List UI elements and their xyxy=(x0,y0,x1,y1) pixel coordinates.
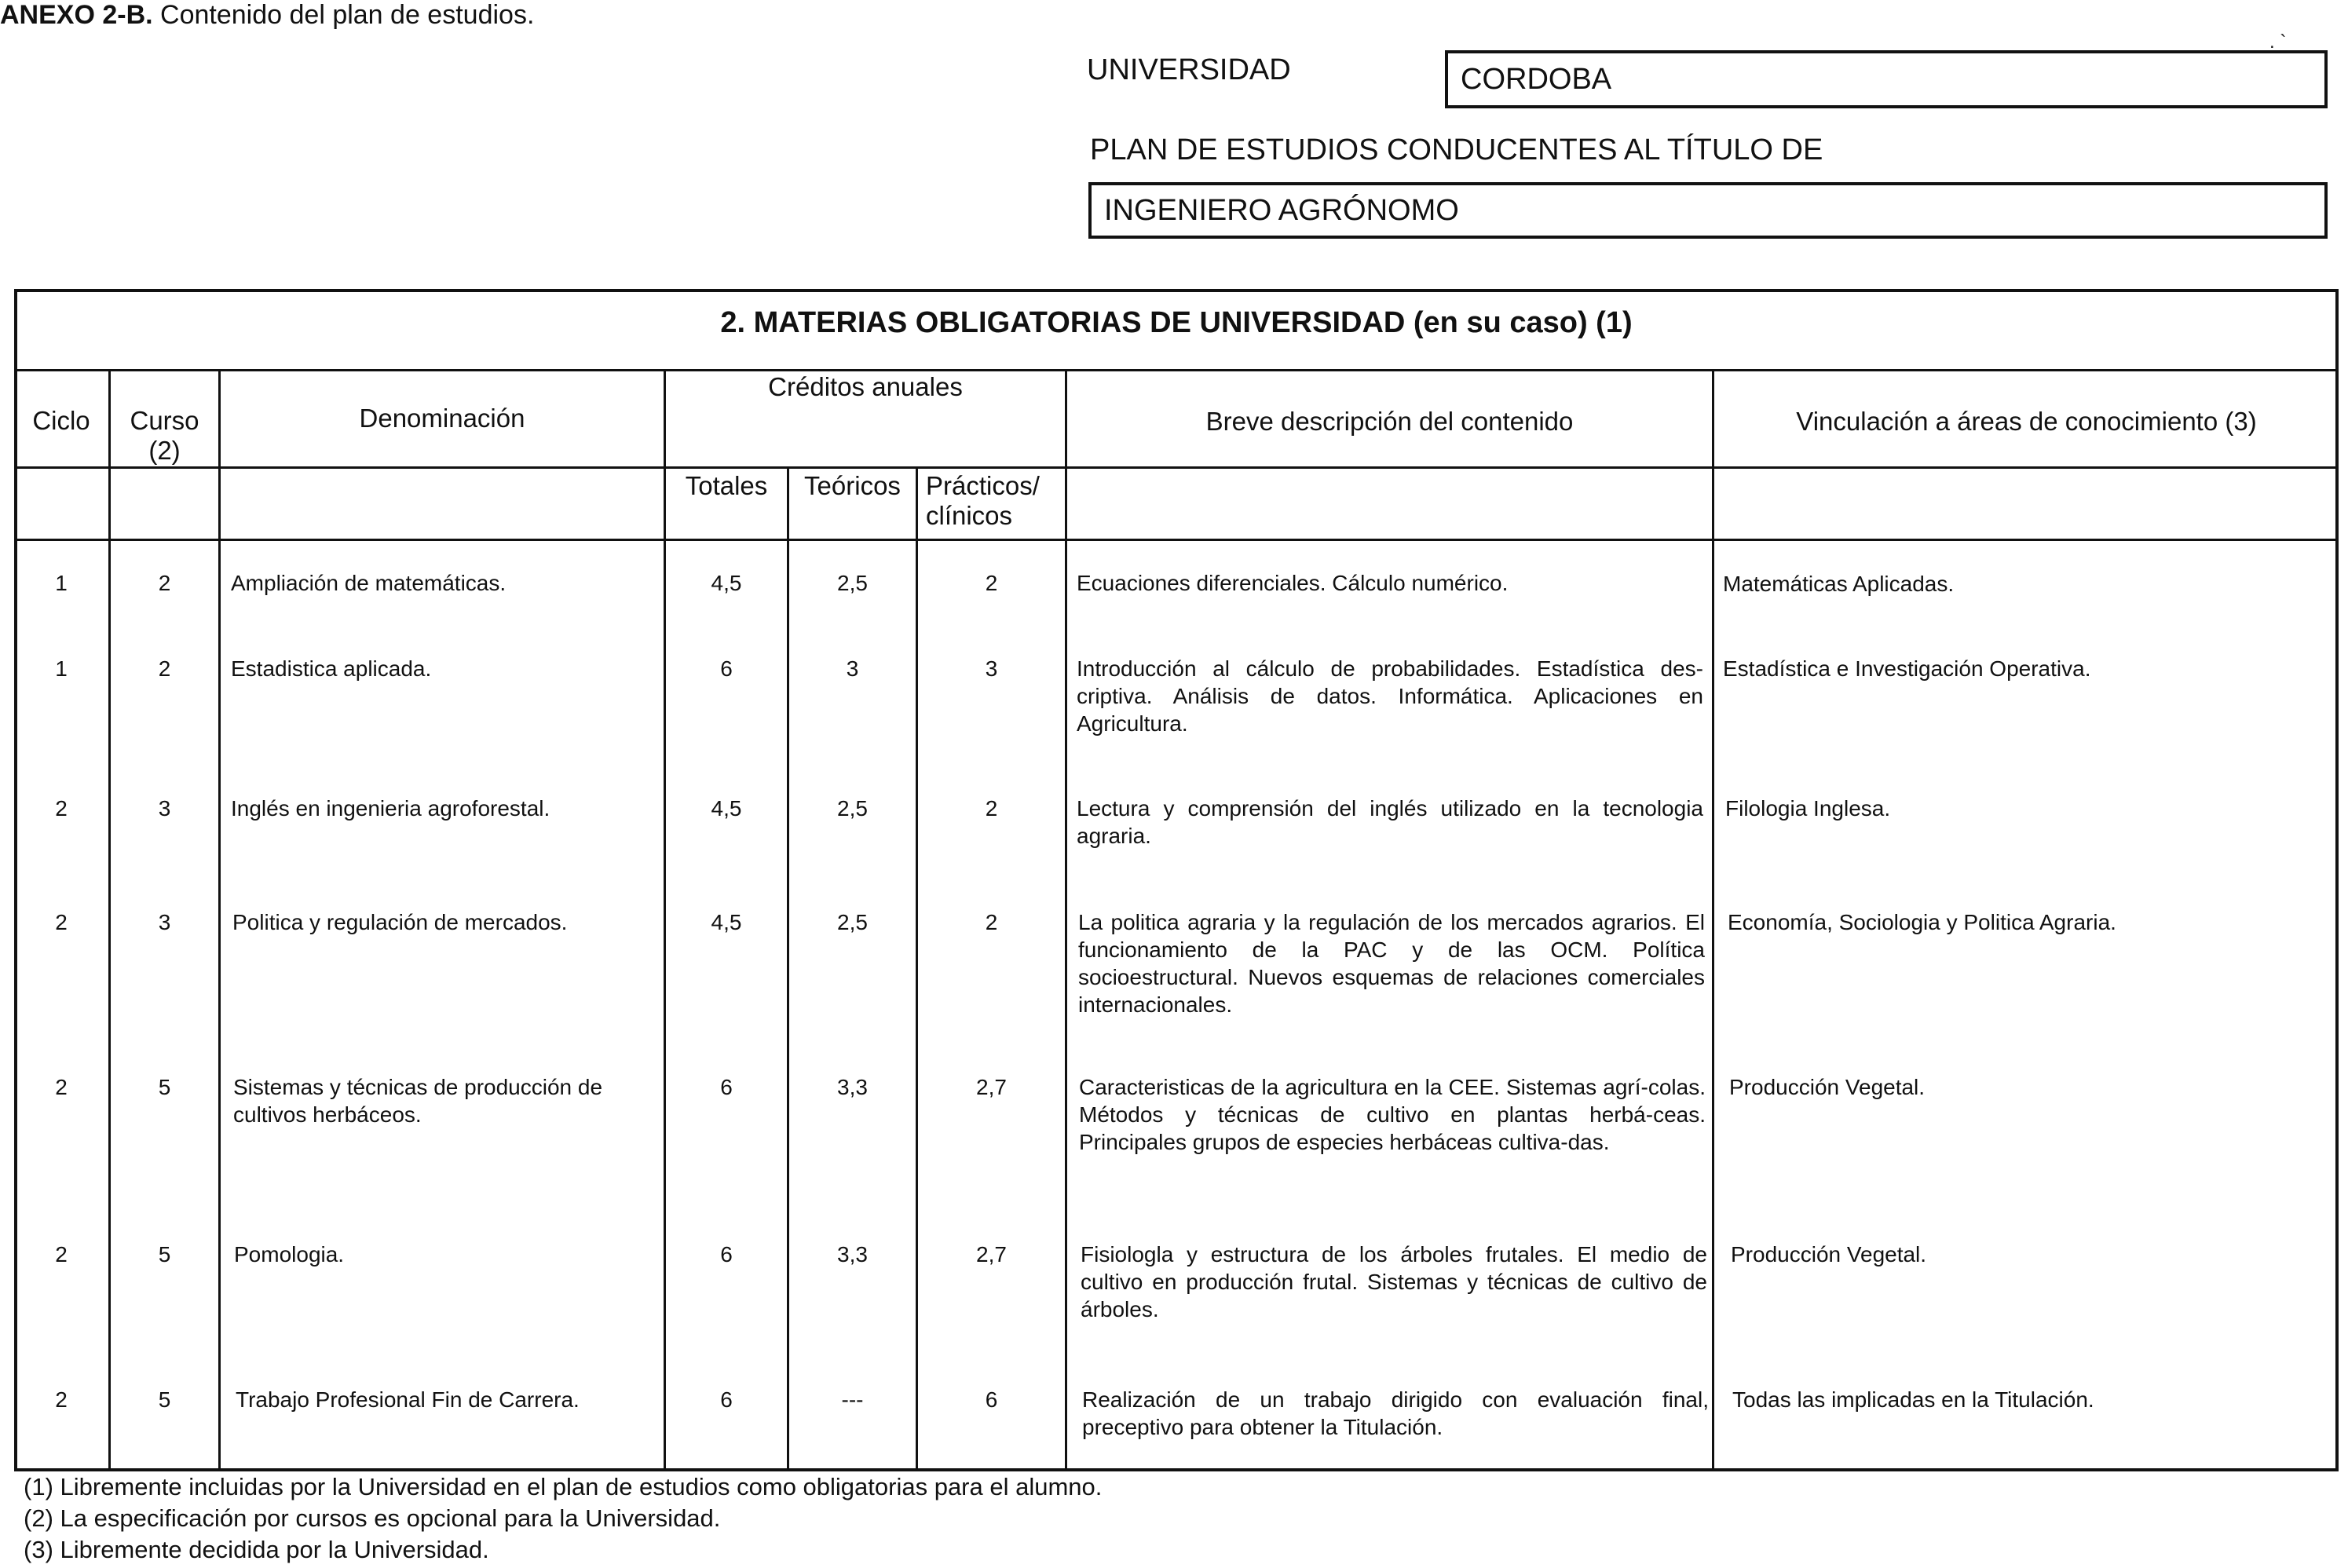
cell-vinculacion: Producción Vegetal. xyxy=(1731,1242,1927,1266)
cell-totales: 4,5 xyxy=(711,910,742,934)
cell-curso: 2 xyxy=(158,571,171,595)
divider-h1 xyxy=(14,369,2339,371)
cell-curso: 5 xyxy=(158,1075,171,1099)
header-denominacion: Denominación xyxy=(359,404,525,433)
cell-practicos: 2 xyxy=(985,571,998,595)
cell-teoricos: 3,3 xyxy=(837,1242,868,1266)
footnote-2: (2) La especificación por cursos es opcional para la Universidad. xyxy=(24,1504,721,1532)
cell-vinculacion: Estadística e Investigación Operativa. xyxy=(1723,656,2091,681)
plan-label: PLAN DE ESTUDIOS CONDUCENTES AL TÍTULO DE xyxy=(1090,133,1823,166)
cell-practicos: 2 xyxy=(985,796,998,821)
cell-teoricos: 3,3 xyxy=(837,1075,868,1099)
header-ciclo: Ciclo xyxy=(32,406,90,435)
cell-practicos: 2 xyxy=(985,910,998,934)
cell-denominacion: Estadistica aplicada. xyxy=(231,656,432,681)
cell-totales: 6 xyxy=(720,1242,733,1266)
cell-curso: 5 xyxy=(158,1387,171,1412)
cell-curso: 3 xyxy=(158,796,171,821)
divider-v-totales xyxy=(787,466,789,1471)
header-creditos: Créditos anuales xyxy=(768,372,963,401)
header-teoricos: Teóricos xyxy=(804,471,901,500)
footnote-3: (3) Libremente decidida por la Universidad. xyxy=(24,1536,489,1563)
degree-field xyxy=(1088,182,2328,239)
cell-practicos: 2,7 xyxy=(976,1242,1007,1266)
cell-teoricos: --- xyxy=(841,1387,864,1412)
header-vinculacion: Vinculación a áreas de conocimiento (3) xyxy=(1796,407,2257,436)
cell-ciclo: 2 xyxy=(55,1075,68,1099)
cell-descripcion: La politica agraria y la regulación de los mercados agrarios. El funcionamiento de la PAC y de las OCM. Política socioestructural. Nuevos esquemas de relaciones comerciales internacionales. xyxy=(1078,910,1705,1017)
cell-descripcion: Lectura y comprensión del inglés utilizado en la tecnologia agraria. xyxy=(1077,796,1703,848)
header-descripcion: Breve descripción del contenido xyxy=(1205,407,1574,436)
divider-v-desc xyxy=(1712,369,1714,1471)
cell-practicos: 3 xyxy=(985,656,998,681)
university-value: CORDOBA xyxy=(1461,62,1612,96)
header-practicos: Prácticos/ xyxy=(926,471,1040,500)
cell-totales: 6 xyxy=(720,1075,733,1099)
cell-ciclo: 2 xyxy=(55,1387,68,1412)
divider-h2 xyxy=(14,466,2339,469)
annex-title xyxy=(0,0,534,31)
section-title: 2. MATERIAS OBLIGATORIAS DE UNIVERSIDAD (en su caso) (1) xyxy=(720,306,1633,339)
university-field xyxy=(1445,50,2328,108)
cell-denominacion: Politica y regulación de mercados. xyxy=(232,910,568,934)
cell-denominacion: Ampliación de matemáticas. xyxy=(231,571,507,595)
cell-teoricos: 3 xyxy=(846,656,859,681)
cell-denominacion: Inglés en ingenieria agroforestal. xyxy=(231,796,550,821)
cell-totales: 4,5 xyxy=(711,796,742,821)
cell-ciclo: 2 xyxy=(55,910,68,934)
divider-h3 xyxy=(14,539,2339,541)
cell-denominacion: Sistemas y técnicas de producción de cultivos herbáceos. xyxy=(233,1075,603,1127)
degree-value: INGENIERO AGRÓNOMO xyxy=(1104,193,1459,227)
header-practicos-2: clínicos xyxy=(926,501,1013,530)
cell-vinculacion: Filologia Inglesa. xyxy=(1725,796,1891,821)
cell-curso: 2 xyxy=(158,656,171,681)
cell-curso: 3 xyxy=(158,910,171,934)
cell-vinculacion: Producción Vegetal. xyxy=(1729,1075,1926,1099)
cell-practicos: 2,7 xyxy=(976,1075,1007,1099)
cell-teoricos: 2,5 xyxy=(837,571,868,595)
cell-totales: 6 xyxy=(720,1387,733,1412)
cell-practicos: 6 xyxy=(985,1387,998,1412)
cell-totales: 6 xyxy=(720,656,733,681)
divider-v-curso xyxy=(218,369,221,1471)
cell-ciclo: 1 xyxy=(55,571,68,595)
divider-v-teoricos xyxy=(916,466,918,1471)
annex-caption: Contenido del plan de estudios. xyxy=(152,0,535,30)
divider-v-practicos xyxy=(1065,369,1067,1471)
cell-teoricos: 2,5 xyxy=(837,796,868,821)
cell-descripcion: Ecuaciones diferenciales. Cálculo numérico. xyxy=(1077,571,1509,595)
cell-denominacion: Trabajo Profesional Fin de Carrera. xyxy=(236,1387,580,1412)
cell-curso: 5 xyxy=(158,1242,171,1266)
cell-descripcion: Realización de un trabajo dirigido con evaluación final, preceptivo para obtener la Titulación. xyxy=(1082,1387,1709,1439)
header-totales: Totales xyxy=(685,471,768,500)
cell-ciclo: 1 xyxy=(55,656,68,681)
footnote-1: (1) Libremente incluidas por la Universidad en el plan de estudios como obligatorias para el alumno. xyxy=(24,1473,1103,1500)
cell-teoricos: 2,5 xyxy=(837,910,868,934)
header-curso: Curso xyxy=(130,406,199,435)
cell-vinculacion: Economía, Sociologia y Politica Agraria. xyxy=(1728,910,2116,934)
header-curso-note: (2) xyxy=(148,436,181,465)
scan-mark: . ` xyxy=(2269,31,2287,53)
cell-descripcion: Introducción al cálculo de probabilidades. Estadística des-criptiva. Análisis de datos. Informática. Aplicaciones en Agricultura. xyxy=(1077,656,1703,736)
cell-denominacion: Pomologia. xyxy=(234,1242,345,1266)
cell-vinculacion: Matemáticas Aplicadas. xyxy=(1723,572,1955,596)
cell-descripcion: Caracteristicas de la agricultura en la CEE. Sistemas agrí-colas. Métodos y técnicas de cultivo en plantas herbá-ceas. Principales grupos de especies herbáceas cultiva-das. xyxy=(1079,1075,1706,1154)
cell-ciclo: 2 xyxy=(55,1242,68,1266)
university-label: UNIVERSIDAD xyxy=(1087,53,1291,86)
cell-ciclo: 2 xyxy=(55,796,68,821)
cell-vinculacion: Todas las implicadas en la Titulación. xyxy=(1732,1387,2094,1412)
cell-descripcion: Fisiologla y estructura de los árboles frutales. El medio de cultivo en producción frutal. Sistemas y técnicas de cultivo de árboles. xyxy=(1081,1242,1707,1321)
cell-totales: 4,5 xyxy=(711,571,742,595)
annex-label: ANEXO 2-B. xyxy=(0,0,153,30)
